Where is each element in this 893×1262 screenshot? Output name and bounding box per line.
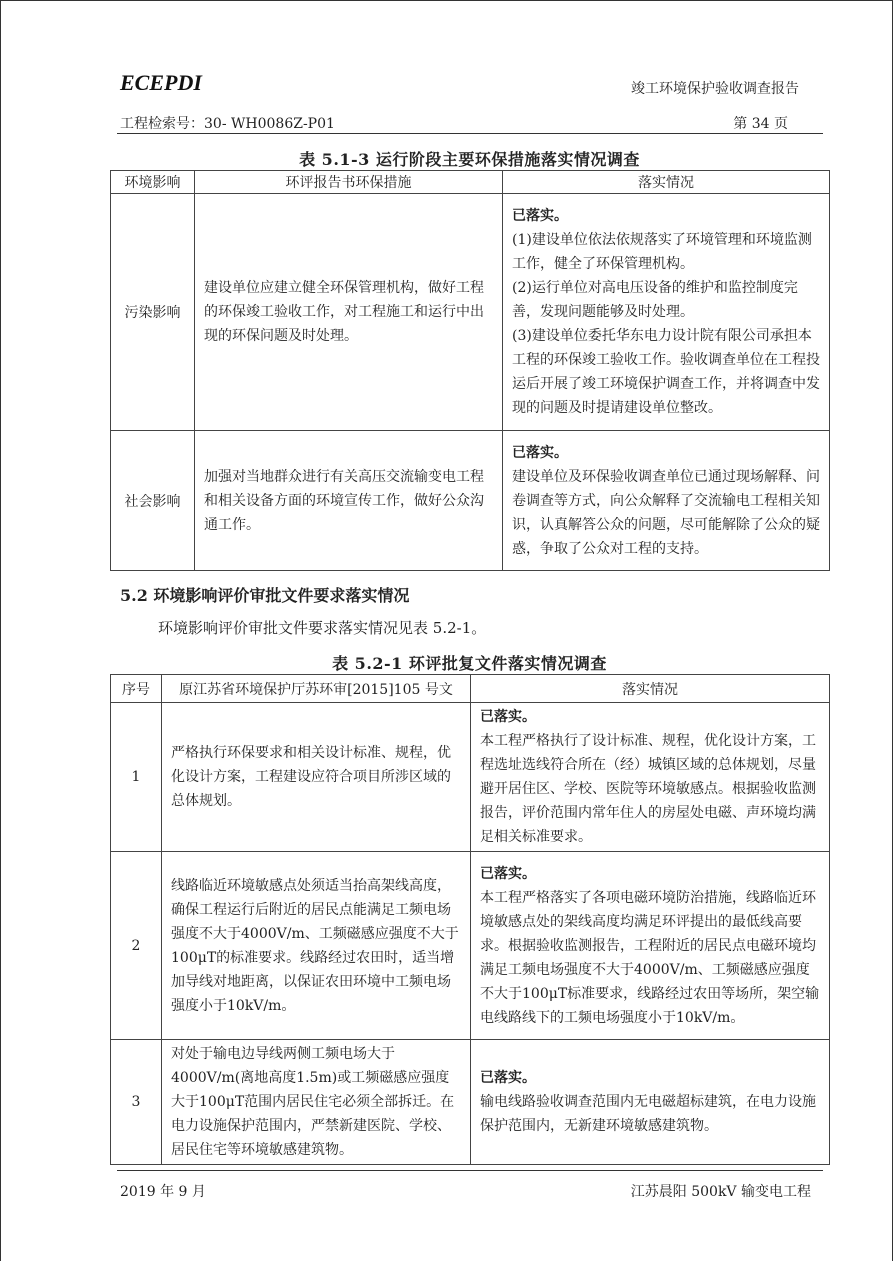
status-head: 已落实。: [512, 208, 568, 224]
table1-header-status: 落实情况: [503, 171, 830, 194]
table-row: [111, 194, 830, 431]
table2-header-row: [111, 675, 830, 703]
table2-caption: 表 5.2-1 环评批复文件落实情况调查: [332, 654, 607, 673]
requirement-cell: [162, 1040, 471, 1165]
table-row: [111, 703, 830, 852]
status-head: 已落实。: [480, 709, 536, 725]
status-cell: [471, 1040, 830, 1165]
status-cell: [503, 431, 830, 571]
table2-header-requirement: 原江苏省环境保护厅苏环审[2015]105 号文: [162, 675, 471, 703]
table2: [110, 674, 830, 1165]
table1-header-impact: 环境影响: [111, 171, 195, 194]
report-title: 竣工环境保护验收调查报告: [631, 81, 799, 97]
measure-text: 建设单位应建立健全环保管理机构，做好工程的环保竣工验收工作，对工程施工和运行中出现的环保问题及时处理。: [204, 280, 484, 344]
footer-date: 2019 年 9 月: [120, 1184, 206, 1200]
status-cell: [471, 852, 830, 1040]
document-number: 工程检索号：30- WH0086Z-P01: [120, 116, 335, 132]
impact-cell: 污染影响: [111, 194, 195, 431]
row-number: 2: [111, 852, 162, 1040]
status-head: 已落实。: [512, 444, 568, 461]
section-paragraph: 环境影响评价审批文件要求落实情况见表 5.2-1。: [158, 619, 487, 637]
requirement-cell: [162, 703, 471, 852]
status-body: 本工程严格落实了各项电磁环境防治措施，线路临近环境敏感点处的架线高度均满足环评提出的最低线高要求。根据验收监测报告，工程附近的居民点电磁环境均满足工频电场强度不大于4000V/m、工频磁感应强度不大于100μT标准要求，线路经过农田等场所，架空输电线路线下的工频电场强度小于10kV/m。: [480, 889, 820, 1026]
table2-header-no: 序号: [111, 675, 162, 703]
header-divider: [117, 133, 823, 134]
measure-text: 加强对当地群众进行有关高压交流输变电工程和相关设备方面的环境宣传工作，做好公众沟通工作。: [204, 468, 484, 533]
table-row: [111, 431, 830, 571]
requirement-cell: [162, 852, 471, 1040]
table-row: [111, 852, 830, 1040]
table1-header-measure: 环评报告书环保措施: [195, 171, 503, 194]
requirement-text: 对处于输电边导线两侧工频电场大于4000V/m(离地高度1.5m)或工频磁感应强度大于100μT范围内居民住宅必须全部拆迁。在电力设施保护范围内，严禁新建医院、学校、居民住宅等环境敏感建筑物。: [171, 1046, 455, 1158]
footer-divider: [117, 1170, 823, 1171]
requirement-text: 线路临近环境敏感点处须适当抬高架线高度，确保工程运行后附近的居民点能满足工频电场强度不大于4000V/m、工频磁感应强度不大于100μT的标准要求。线路经过农田时，适当增加导线对地距离，以保证农田环境中工频电场强度小于10kV/m。: [171, 877, 459, 1014]
page-number: 第 34 页: [733, 116, 788, 132]
row-number: 3: [111, 1040, 162, 1165]
status-body: (1)建设单位依法依规落实了环境管理和环境监测工作，健全了环保管理机构。 (2)运行单位对高电压设备的维护和监控制度完善，发现问题能够及时处理。 (3)建设单位委托华东电力设计院有限公司承担本工程的环保竣工验收工作。验收调查单位在工程投运后开展了竣工环境保护调查工作，并将调查中发现的问题及时提请建设单位整改。: [512, 232, 820, 416]
row-number: 1: [111, 703, 162, 852]
status-cell: [471, 703, 830, 852]
measure-cell: [195, 194, 503, 431]
status-body: 建设单位及环保验收调查单位已通过现场解释、问卷调查等方式，向公众解释了交流输电工程相关知识，认真解答公众的问题，尽可能解除了公众的疑惑，争取了公众对工程的支持。: [512, 468, 820, 557]
table1-header-row: [111, 171, 830, 194]
footer-project: 江苏晨阳 500kV 输变电工程: [630, 1184, 811, 1200]
status-body: 本工程严格执行了设计标准、规程，优化设计方案，工程选址选线符合所在（经）城镇区域的总体规划，尽量避开居住区、学校、医院等环境敏感点。根据验收监测报告，评价范围内常年住人的房屋处电磁、声环境均满足相关标准要求。: [480, 733, 816, 845]
requirement-text: 严格执行环保要求和相关设计标准、规程，优化设计方案，工程建设应符合项目所涉区域的总体规划。: [171, 745, 451, 809]
table-row: [111, 1040, 830, 1165]
measure-cell: [195, 431, 503, 571]
table2-header-status: 落实情况: [471, 675, 830, 703]
status-cell: [503, 194, 830, 431]
status-head: 已落实。: [480, 865, 536, 882]
impact-cell: 社会影响: [111, 431, 195, 571]
company-logo: ECEPDI: [120, 70, 202, 95]
section-heading: 5.2 环境影响评价审批文件要求落实情况: [120, 586, 410, 605]
table1: [110, 170, 830, 571]
table1-caption: 表 5.1-3 运行阶段主要环保措施落实情况调查: [299, 150, 640, 169]
status-head: 已落实。: [480, 1070, 536, 1086]
status-body: 输电线路验收调查范围内无电磁超标建筑，在电力设施保护范围内，无新建环境敏感建筑物。: [480, 1094, 816, 1134]
